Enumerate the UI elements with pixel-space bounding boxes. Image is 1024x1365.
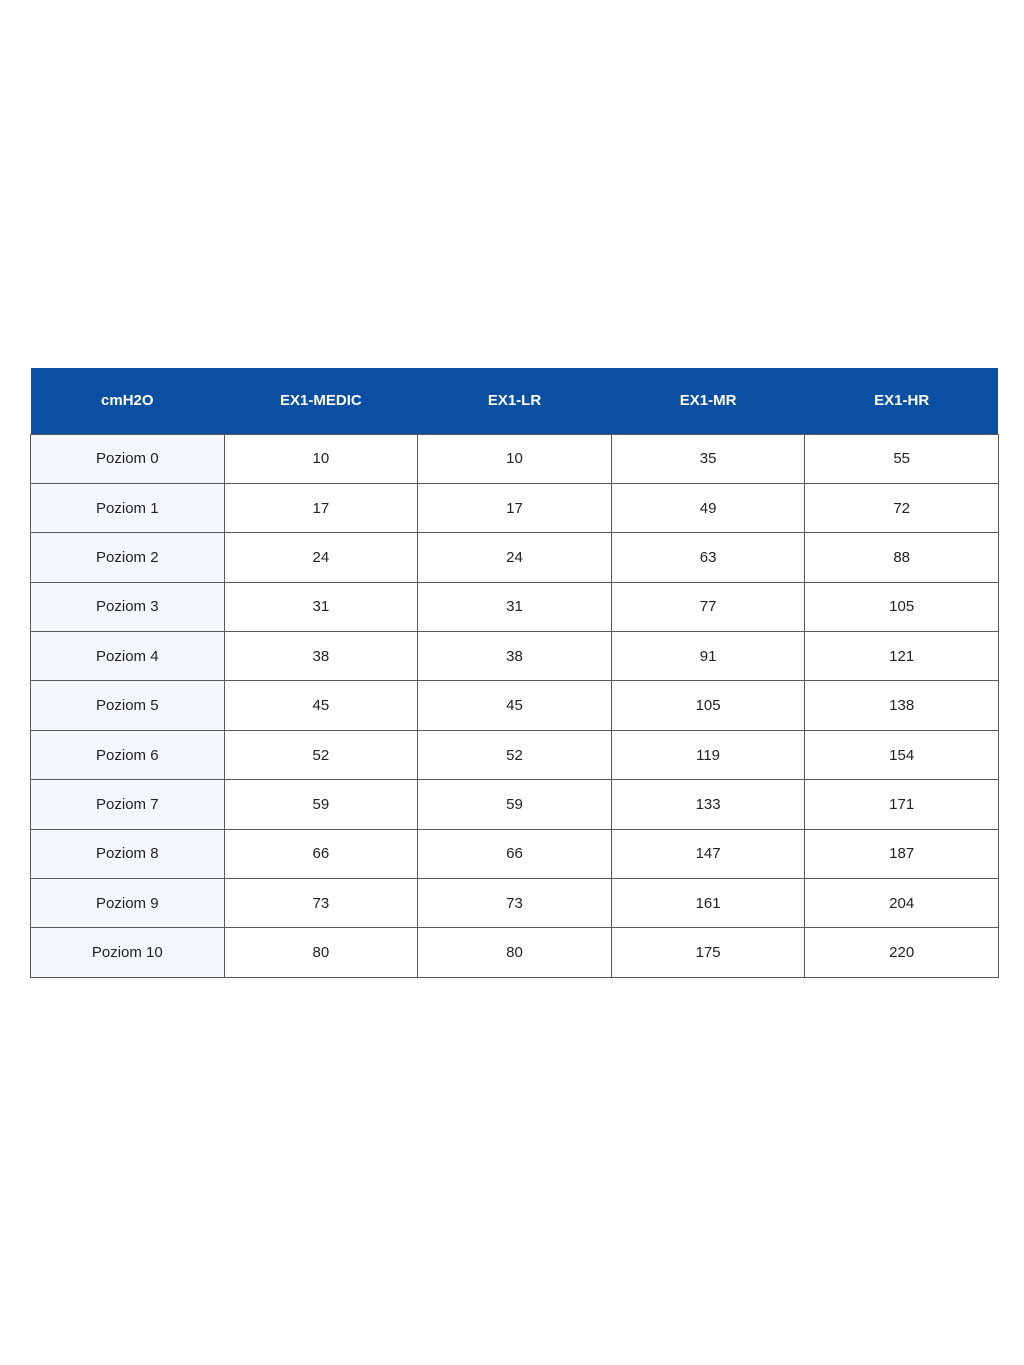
table-row: [31, 582, 999, 631]
row-label: Poziom 2: [31, 533, 225, 582]
table-cell: 133: [611, 780, 805, 829]
table-cell: 175: [611, 928, 805, 977]
table-cell: 59: [224, 780, 418, 829]
row-label: Poziom 3: [31, 582, 225, 631]
table-row: [31, 879, 999, 928]
header-cell-ex1-hr: EX1-HR: [874, 392, 930, 410]
table-row: [31, 730, 999, 779]
row-label: Poziom 1: [31, 483, 225, 532]
table-cell: 105: [805, 582, 999, 631]
table-cell: 187: [805, 829, 999, 878]
pressure-table-container: [30, 368, 998, 978]
header-cell-ex1-mr: EX1-MR: [679, 392, 737, 410]
table-cell: 10: [418, 434, 612, 483]
header-cell-unit: cmH2O: [101, 392, 154, 410]
table-cell: 10: [224, 434, 418, 483]
table-cell: 52: [224, 730, 418, 779]
table-cell: 105: [611, 681, 805, 730]
table-cell: 55: [805, 434, 999, 483]
table-row: [31, 533, 999, 582]
table-row: [31, 829, 999, 878]
table-cell: 24: [224, 533, 418, 582]
table-cell: 49: [611, 483, 805, 532]
table-cell: 80: [418, 928, 612, 977]
row-label: Poziom 7: [31, 780, 225, 829]
table-cell: 154: [805, 730, 999, 779]
table-cell: 38: [224, 632, 418, 681]
table-header: [31, 368, 999, 434]
table-cell: 80: [224, 928, 418, 977]
table-cell: 204: [805, 879, 999, 928]
table-cell: 35: [611, 434, 805, 483]
header-cell-ex1-medic: EX1-MEDIC: [280, 392, 362, 410]
row-label: Poziom 5: [31, 681, 225, 730]
row-label: Poziom 4: [31, 632, 225, 681]
table-cell: 17: [418, 483, 612, 532]
table-cell: 59: [418, 780, 612, 829]
table-cell: 220: [805, 928, 999, 977]
table-cell: 63: [611, 533, 805, 582]
table-row: [31, 483, 999, 532]
table-body: [31, 434, 999, 977]
table-cell: 24: [418, 533, 612, 582]
table-cell: 31: [418, 582, 612, 631]
table-cell: 161: [611, 879, 805, 928]
table-cell: 91: [611, 632, 805, 681]
header-cell-ex1-lr: EX1-LR: [487, 392, 542, 410]
row-label: Poziom 9: [31, 879, 225, 928]
table-row: [31, 681, 999, 730]
row-label: Poziom 6: [31, 730, 225, 779]
table-row: [31, 780, 999, 829]
table-cell: 72: [805, 483, 999, 532]
table-cell: 171: [805, 780, 999, 829]
table-cell: 73: [224, 879, 418, 928]
row-label: Poziom 0: [31, 434, 225, 483]
table-cell: 77: [611, 582, 805, 631]
table-cell: 121: [805, 632, 999, 681]
table-cell: 52: [418, 730, 612, 779]
table-cell: 31: [224, 582, 418, 631]
table-cell: 38: [418, 632, 612, 681]
table-cell: 138: [805, 681, 999, 730]
pressure-table: [30, 368, 999, 978]
table-cell: 119: [611, 730, 805, 779]
table-cell: 73: [418, 879, 612, 928]
row-label: Poziom 8: [31, 829, 225, 878]
table-cell: 45: [418, 681, 612, 730]
header-row: [31, 368, 999, 434]
table-cell: 88: [805, 533, 999, 582]
table-cell: 66: [224, 829, 418, 878]
table-row: [31, 928, 999, 977]
row-label: Poziom 10: [31, 928, 225, 977]
table-cell: 45: [224, 681, 418, 730]
table-cell: 17: [224, 483, 418, 532]
table-row: [31, 434, 999, 483]
table-cell: 147: [611, 829, 805, 878]
table-cell: 66: [418, 829, 612, 878]
table-row: [31, 632, 999, 681]
